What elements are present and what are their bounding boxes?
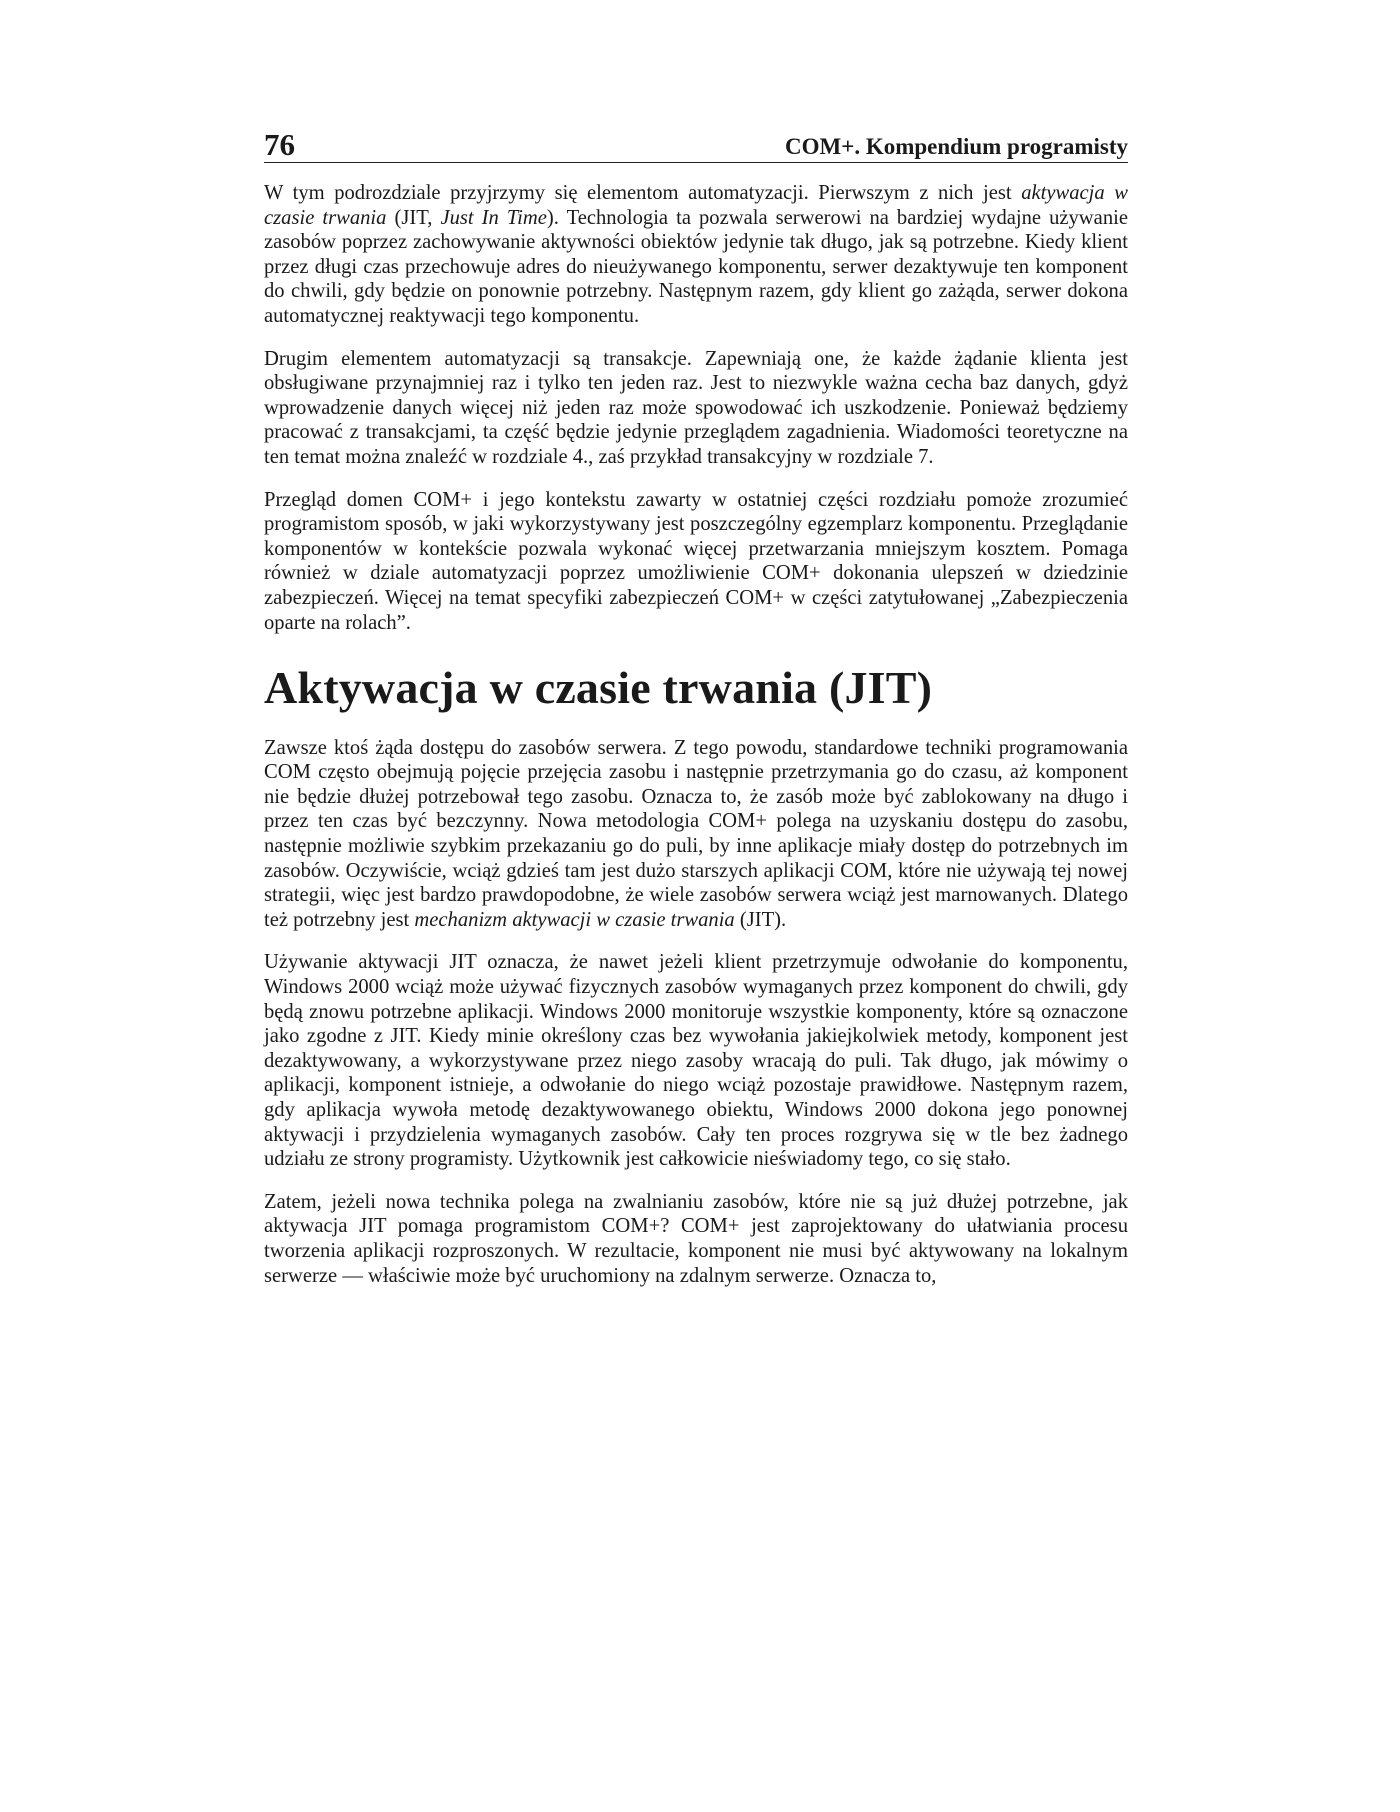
italic-term: aktywacja w czasie trwania xyxy=(264,182,1128,229)
text-run: Zawsze ktoś żąda dostępu do zasobów serwera. Z tego powodu, standardowe techniki programowania COM często obejmują pojęcie przejęcia zasobu i następnie przetrzymania go do czasu, aż komponent nie będzie dłużej potrzebował tego zasobu. Oznacza to, że zasób może być zablokowany na długo i przez ten czas być bezczynny. Nowa metodologia COM+ polega na uzyskaniu dostępu do zasobu, następnie możliwie szybkim przekazaniu go do puli, by inne aplikacje miały dostęp do potrzebnych im zasobów. Oczywiście, wciąż gdzieś tam jest dużo starszych aplikacji COM, które nie używają tej nowej strategii, więc jest bardzo prawdopodobne, że wiele zasobów serwera wciąż jest marnowanych. Dlatego też potrzebny jest xyxy=(264,736,1128,931)
page-header xyxy=(264,124,1128,163)
section-paragraph-1 xyxy=(264,736,1128,933)
book-page xyxy=(264,124,1128,1288)
intro-paragraph-1 xyxy=(264,181,1128,329)
italic-term: mechanizm aktywacji w czasie trwania xyxy=(414,908,735,931)
text-run: (JIT, xyxy=(386,206,441,229)
section-heading: Aktywacja w czasie trwania (JIT) xyxy=(264,662,933,714)
text-run: ). Technologia ta pozwala serwerowi na bardziej wydajne używanie zasobów poprzez zachowywanie aktywności obiektów jedynie tak długo, jak są potrzebne. Kiedy klient przez długi czas przechowuje adres do nieużywanego komponentu, serwer dezaktywuje ten komponent do chwili, gdy będzie on ponownie potrzebny. Następnym razem, gdy klient go zażąda, serwer dokona automatycznej reaktywacji tego komponentu. xyxy=(264,206,1128,327)
section-paragraph-2: Używanie aktywacji JIT oznacza, że nawet jeżeli klient przetrzymuje odwołanie do komponentu, Windows 2000 wciąż może używać fizycznych zasobów wymaganych przez komponent do chwili, gdy będą znowu potrzebne aplikacji. Windows 2000 monitoruje wszystkie komponenty, które są oznaczone jako zgodne z JIT. Kiedy minie określony czas bez wywołania jakiejkolwiek metody, komponent jest dezaktywowany, a wykorzystywane przez niego zasoby wracają do puli. Tak długo, jak mówimy o aplikacji, komponent istnieje, a odwołanie do niego wciąż pozostaje prawidłowe. Następnym razem, gdy aplikacja wywoła metodę dezaktywowanego obiektu, Windows 2000 dokona jego ponownej aktywacji i przydzielenia wymaganych zasobów. Cały ten proces rozgrywa się w tle bez żadnego udziału ze strony programisty. Użytkownik jest całkowicie nieświadomy tego, co się stało. xyxy=(264,951,1128,1171)
page-number: 76 xyxy=(264,127,295,162)
italic-term: Just In Time xyxy=(440,206,547,229)
intro-paragraph-3: Przegląd domen COM+ i jego kontekstu zawarty w ostatniej części rozdziału pomoże zrozumieć programistom sposób, w jaki wykorzystywany jest poszczególny egzemplarz komponentu. Przeglądanie komponentów w kontekście pozwala wykonać więcej przetwarzania mniejszym kosztem. Pomaga również w dziale automatyzacji poprzez umożliwienie COM+ dokonania ulepszeń w dziedzinie zabezpieczeń. Więcej na temat specyfiki zabezpieczeń COM+ w części zatytułowanej „Zabezpieczenia oparte na rolach”. xyxy=(264,488,1128,634)
running-title: COM+. Kompendium programisty xyxy=(785,134,1128,159)
text-run: W tym podrozdziale przyjrzymy się elementom automatyzacji. Pierwszym z nich jest xyxy=(264,182,1022,204)
text-run: (JIT). xyxy=(734,908,787,931)
intro-paragraph-2: Drugim elementem automatyzacji są transakcje. Zapewniają one, że każde żądanie klienta jest obsługiwane przynajmniej raz i tylko ten jeden raz. Jest to niezwykle ważna cecha baz danych, gdyż wprowadzenie danych więcej niż jeden raz może spowodować ich uszkodzenie. Ponieważ będziemy pracować z transakcjami, ta część będzie jedynie przeglądem zagadnienia. Wiadomości teoretyczne na ten temat można znaleźć w rozdziale 4., zaś przykład transakcyjny w rozdziale 7. xyxy=(264,347,1128,468)
section-paragraph-3: Zatem, jeżeli nowa technika polega na zwalnianiu zasobów, które nie są już dłużej potrzebne, jak aktywacja JIT pomaga programistom COM+? COM+ jest zaprojektowany do ułatwiania procesu tworzenia aplikacji rozproszonych. W rezultacie, komponent nie musi być aktywowany na lokalnym serwerze — właściwie może być uruchomiony na zdalnym serwerze. Oznacza to, xyxy=(264,1190,1128,1287)
